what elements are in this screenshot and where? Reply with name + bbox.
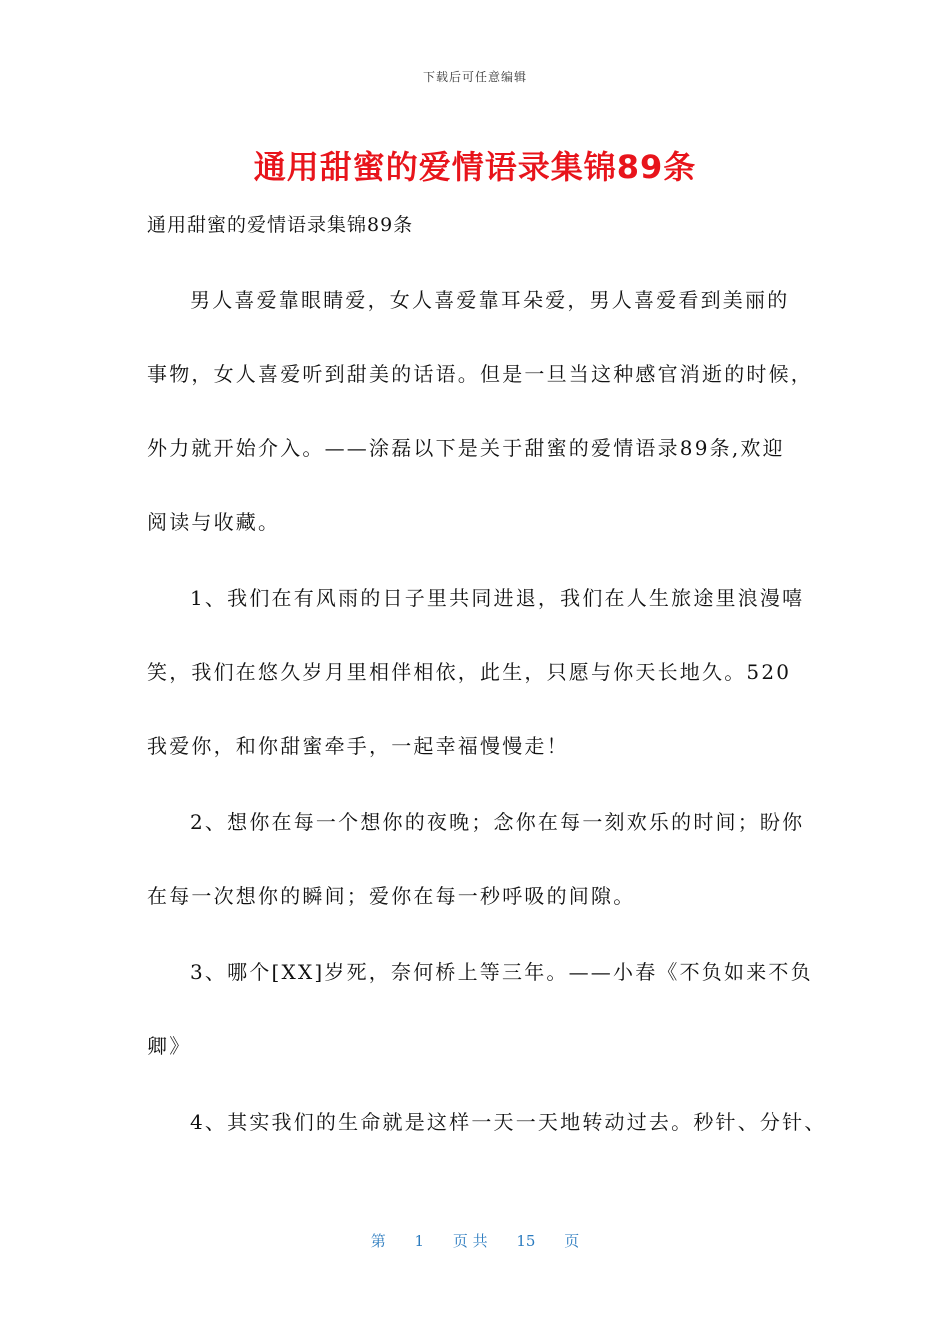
- paragraph-line: 3、哪个[XX]岁死，奈何桥上等三年。——小春《不负如来不负: [190, 960, 813, 984]
- paragraph-line: 笑，我们在悠久岁月里相伴相依，此生，只愿与你天长地久。520: [147, 660, 792, 684]
- document-title: 通用甜蜜的爱情语录集锦89条: [253, 148, 697, 186]
- page-number: 1: [414, 1232, 425, 1250]
- page-label: 第: [370, 1232, 386, 1250]
- document-subtitle: 通用甜蜜的爱情语录集锦89条: [147, 214, 414, 236]
- total-pages: 15: [516, 1232, 536, 1250]
- paragraph-line: 2、想你在每一个想你的夜晚；念你在每一刻欢乐的时间；盼你: [190, 810, 805, 834]
- paragraph-line: 4、其实我们的生命就是这样一天一天地转动过去。秒针、分针、: [190, 1110, 827, 1134]
- paragraph-line: 阅读与收藏。: [147, 510, 281, 534]
- of-label: 页 共: [452, 1232, 488, 1250]
- page-footer: [0, 1230, 950, 1251]
- paragraph-line: 1、我们在有风雨的日子里共同进退，我们在人生旅途里浪漫嘻: [190, 586, 805, 610]
- paragraph-line: 外力就开始介入。——涂磊以下是关于甜蜜的爱情语录89条,欢迎: [147, 436, 785, 460]
- paragraph-line: 我爱你，和你甜蜜牵手，一起幸福慢慢走！: [147, 734, 569, 758]
- paragraph-line: 男人喜爱靠眼睛爱，女人喜爱靠耳朵爱，男人喜爱看到美丽的: [190, 288, 790, 312]
- paragraph-line: 事物，女人喜爱听到甜美的话语。但是一旦当这种感官消逝的时候，: [147, 362, 813, 386]
- paragraph-line: 在每一次想你的瞬间；爱你在每一秒呼吸的间隙。: [147, 884, 636, 908]
- page-suffix: 页: [564, 1232, 580, 1250]
- header-note: 下载后可任意编辑: [422, 70, 527, 84]
- paragraph-line: 卿》: [147, 1034, 192, 1058]
